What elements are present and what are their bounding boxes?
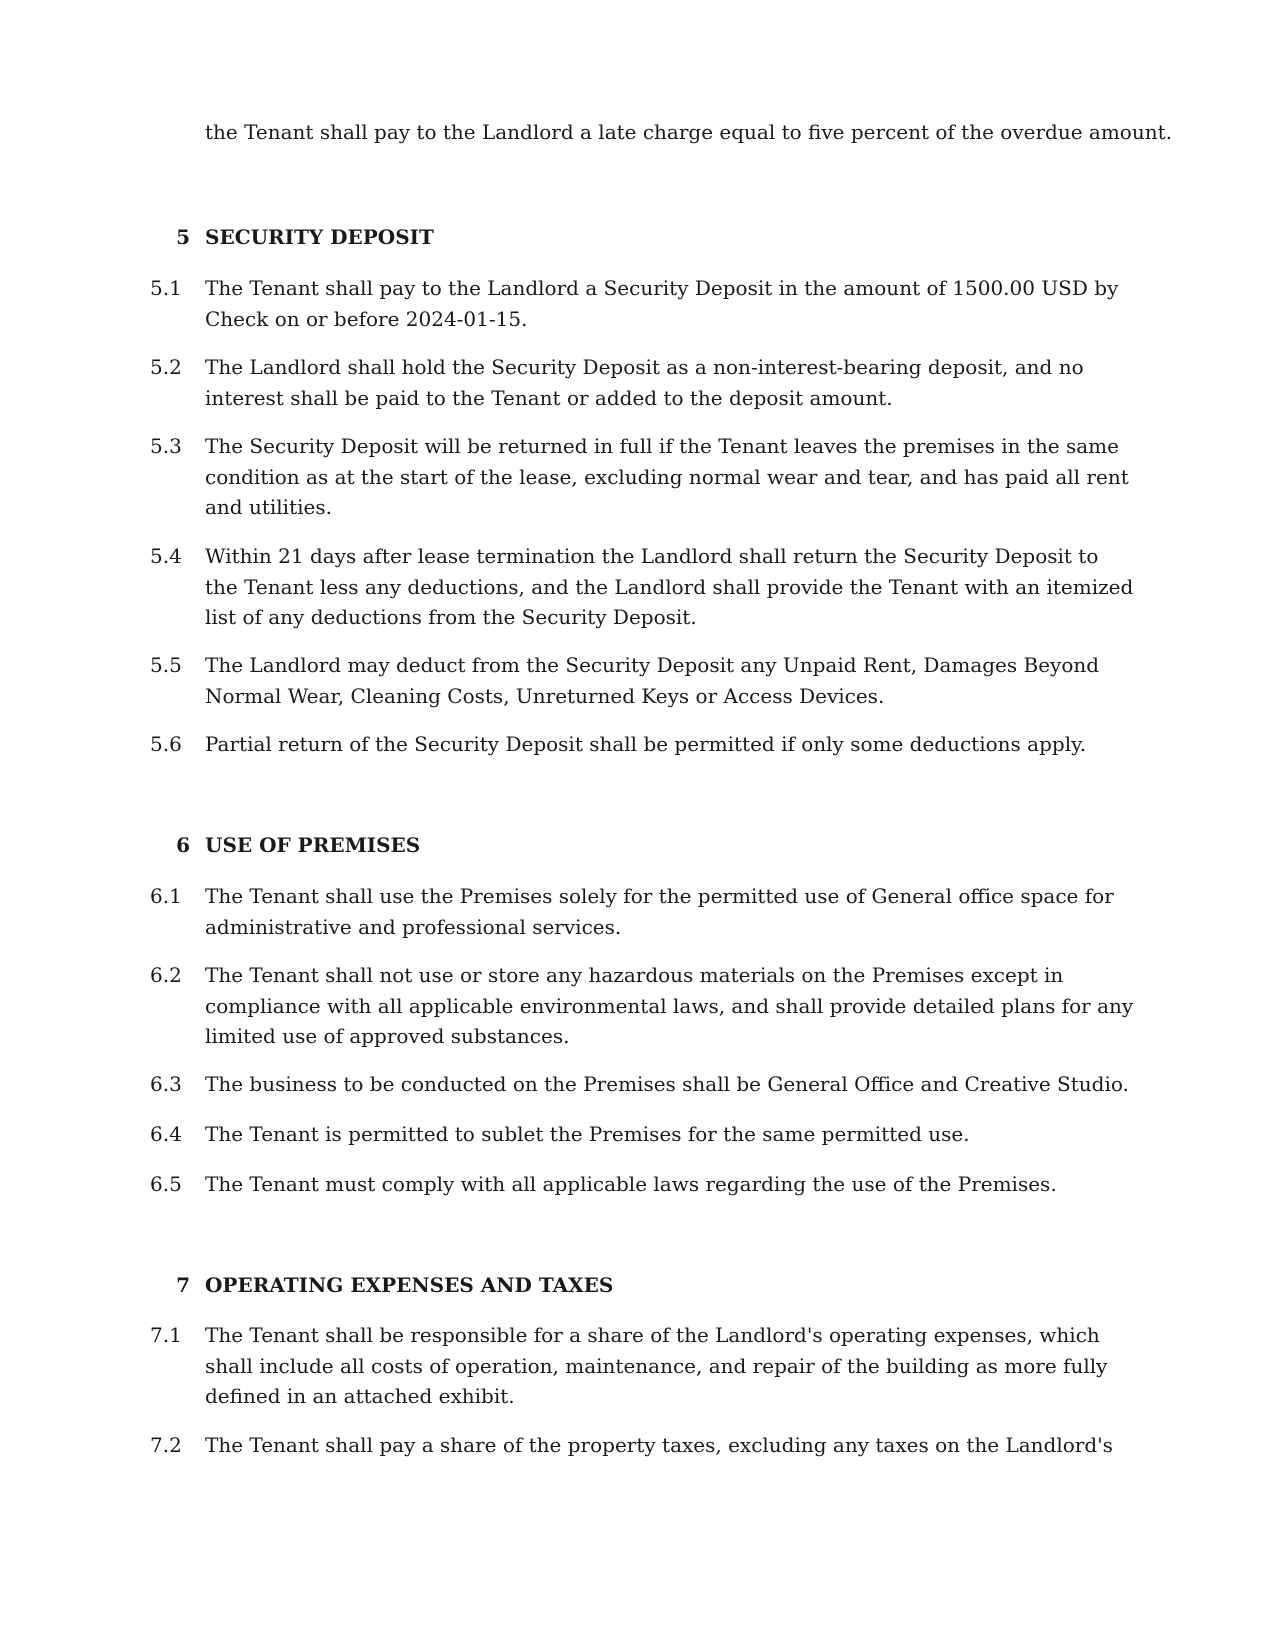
clause-number: 5.1: [150, 276, 182, 300]
section-heading-6: [150, 830, 1135, 860]
section-title: OPERATING EXPENSES AND TAXES: [205, 1273, 614, 1297]
clause-6-3: [150, 1069, 1135, 1100]
clause-6-2: [150, 960, 1135, 1052]
clause-number: 7.2: [150, 1433, 182, 1457]
clause-number: 6.2: [150, 963, 182, 987]
clause-5-4: [150, 541, 1135, 633]
clause-text: The Tenant shall be responsible for a share of the Landlord's operating expenses, which shall include all costs of operation, maintenance, and repair of the building as more fully defined in an attached exhibit.: [205, 1323, 1108, 1408]
clause-number: 5.3: [150, 434, 182, 458]
clause-text: The Tenant shall pay to the Landlord a Security Deposit in the amount of 1500.00 USD by Check on or before 2024-01-15.: [205, 276, 1119, 331]
clause-7-1: [150, 1320, 1135, 1412]
clause-text: The Security Deposit will be returned in full if the Tenant leaves the premises in the same condition as at the start of the lease, excluding normal wear and tear, and has paid all rent and utilities.: [205, 434, 1129, 519]
clause-5-5: [150, 650, 1135, 711]
clause-text: Partial return of the Security Deposit shall be permitted if only some deductions apply.: [205, 732, 1087, 756]
section-number: 5: [176, 225, 190, 249]
clause-text: The Tenant is permitted to sublet the Premises for the same permitted use.: [205, 1122, 970, 1146]
section-number: 7: [176, 1273, 190, 1297]
clause-text: The Tenant must comply with all applicable laws regarding the use of the Premises.: [205, 1172, 1057, 1196]
section-title: USE OF PREMISES: [205, 833, 421, 857]
clause-5-3: [150, 431, 1135, 523]
clause-text: The Landlord may deduct from the Security Deposit any Unpaid Rent, Damages Beyond Normal Wear, Cleaning Costs, Unreturned Keys or Access Devices.: [205, 653, 1100, 708]
clause-text: The Tenant shall not use or store any hazardous materials on the Premises except in compliance with all applicable environmental laws, and shall provide detailed plans for any limited use of approved substances.: [205, 963, 1134, 1048]
clause-6-4: [150, 1119, 1135, 1150]
clause-number: 6.5: [150, 1172, 182, 1196]
clause-5-6: [150, 729, 1135, 760]
clause-text: The Tenant shall use the Premises solely for the permitted use of General office space for administrative and professional services.: [205, 884, 1114, 939]
section-heading-5: [150, 222, 1135, 252]
clause-number: 6.3: [150, 1072, 182, 1096]
clause-6-1: [150, 881, 1135, 942]
clause-number: 5.6: [150, 732, 182, 756]
section-title: SECURITY DEPOSIT: [205, 225, 434, 249]
clause-text: The business to be conducted on the Premises shall be General Office and Creative Studio.: [205, 1072, 1129, 1096]
clause-number: 6.4: [150, 1122, 182, 1146]
clause-number: 5.2: [150, 355, 182, 379]
clause-number: 6.1: [150, 884, 182, 908]
clause-5-2: [150, 352, 1135, 413]
clause-number: 5.4: [150, 544, 182, 568]
clause-5-1: [150, 273, 1135, 334]
clause-text: The Tenant shall pay a share of the property taxes, excluding any taxes on the Landlord's: [205, 1433, 1113, 1457]
clause-number: 7.1: [150, 1323, 182, 1347]
clause-text: Within 21 days after lease termination the Landlord shall return the Security Deposit to the Tenant less any deductions, and the Landlord shall provide the Tenant with an itemized list of any deductions from the Security Deposit.: [205, 544, 1134, 629]
clause-number: 5.5: [150, 653, 182, 677]
clause-text: The Landlord shall hold the Security Deposit as a non-interest-bearing deposit, and no interest shall be paid to the Tenant or added to the deposit amount.: [205, 355, 1084, 410]
continuation-text: the Tenant shall pay to the Landlord a late charge equal to five percent of the overdue amount.: [205, 120, 1172, 144]
section-heading-7: [150, 1270, 1135, 1300]
section-number: 6: [176, 833, 190, 857]
clause-6-5: [150, 1169, 1135, 1200]
clause-7-2: [150, 1430, 1135, 1461]
